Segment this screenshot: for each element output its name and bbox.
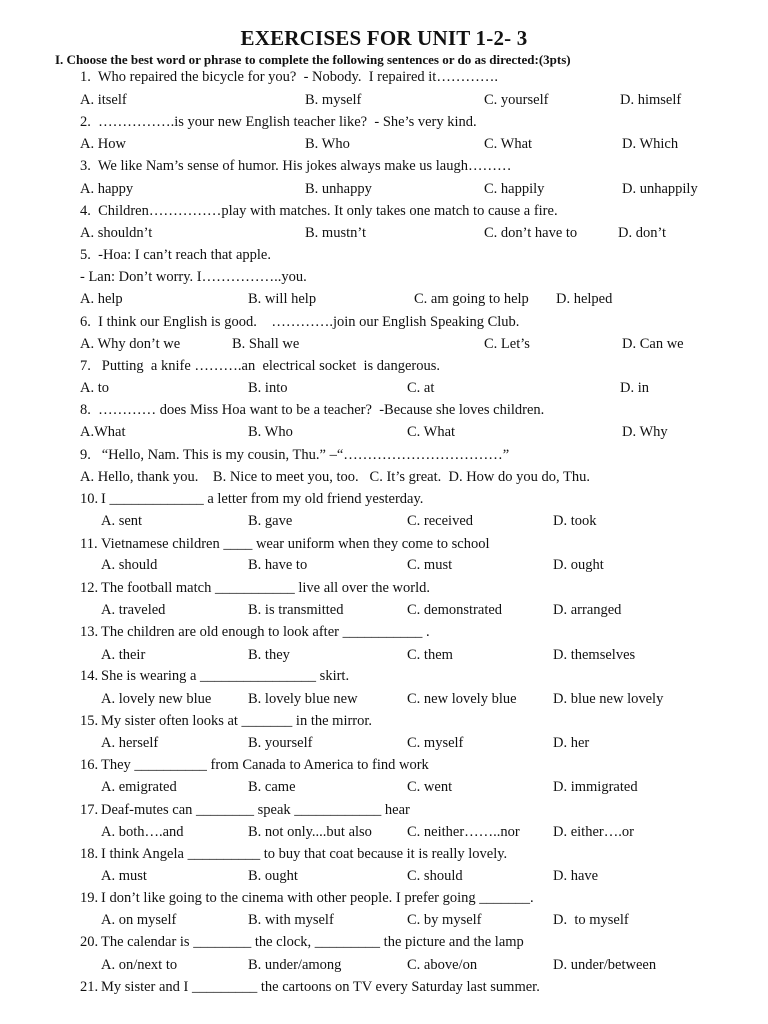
option-a: A. on myself — [101, 912, 177, 928]
option-c: C. went — [407, 779, 453, 795]
option-c: C. at — [407, 380, 435, 396]
option-a: A. herself — [101, 735, 159, 751]
option-a: A. lovely new blue — [101, 691, 212, 707]
option-a: A. sent — [101, 513, 143, 529]
option-d: D. helped — [556, 291, 613, 307]
option-a: A. both….and — [101, 824, 184, 840]
option-d: D. himself — [620, 92, 682, 108]
option-a: A. Why don’t we — [80, 336, 181, 352]
option-c: C. yourself — [484, 92, 549, 108]
page-title: EXERCISES FOR UNIT 1-2- 3 — [240, 26, 528, 50]
question-stem: She is wearing a ________________ skirt. — [101, 668, 350, 684]
option-b: B. will help — [248, 291, 317, 307]
option-a: A. How — [80, 136, 126, 152]
question-number: 11. — [80, 536, 98, 552]
option-d: D. arranged — [553, 602, 622, 618]
option-c: C. by myself — [407, 912, 482, 928]
option-d: D. under/between — [553, 957, 657, 973]
option-d: D. ought — [553, 557, 604, 573]
option-c: C. above/on — [407, 957, 478, 973]
option-a: A. their — [101, 647, 146, 663]
option-a: A. to — [80, 380, 109, 396]
question-number: 19. — [80, 890, 99, 906]
option-a: A. emigrated — [101, 779, 177, 795]
question-stem-line2: - Lan: Don’t worry. I……………..you. — [80, 269, 307, 285]
option-b: B. with myself — [248, 912, 334, 928]
option-b: B. have to — [248, 557, 308, 573]
question-number: 12. — [80, 580, 99, 596]
option-a: A. shouldn’t — [80, 225, 153, 241]
option-c: C. must — [407, 557, 453, 573]
option-b: B. into — [248, 380, 288, 396]
option-c: C. new lovely blue — [407, 691, 517, 707]
question-number: 16. — [80, 757, 99, 773]
option-c: C. am going to help — [414, 291, 529, 307]
option-d: D. have — [553, 868, 599, 884]
option-d: D. her — [553, 735, 590, 751]
question-stem: My sister often looks at _______ in the mirror. — [101, 713, 373, 729]
option-a: A. on/next to — [101, 957, 178, 973]
option-b: B. myself — [305, 92, 362, 108]
option-d: D. don’t — [618, 225, 667, 241]
option-c: C. demonstrated — [407, 602, 503, 618]
option-c: C. should — [407, 868, 463, 884]
question-stem: I don’t like going to the cinema with other people. I prefer going _______. — [101, 890, 534, 906]
instruction: I. Choose the best word or phrase to complete the following sentences or do as directed:(3pts) — [55, 52, 571, 67]
option-d: D. took — [553, 513, 597, 529]
option-b: B. unhappy — [305, 181, 372, 197]
option-a: A. help — [80, 291, 123, 307]
option-a: A. must — [101, 868, 147, 884]
question-number: 14. — [80, 668, 99, 684]
question-stem: 5. -Hoa: I can’t reach that apple. — [80, 247, 271, 263]
option-c: C. What — [484, 136, 533, 152]
question-stem: The calendar is ________ the clock, _________ the picture and the lamp — [101, 934, 524, 950]
option-d: D. Can we — [622, 336, 684, 352]
question-stem: 1. Who repaired the bicycle for you? - Nobody. I repaired it…………. — [80, 69, 498, 85]
question-stem: 7. Putting a knife ……….an electrical socket is dangerous. — [80, 358, 440, 374]
question-stem: 8. ………… does Miss Hoa want to be a teacher? -Because she loves children. — [80, 402, 545, 418]
option-a: A. traveled — [101, 602, 166, 618]
option-b: B. not only....but also — [248, 824, 372, 840]
option-c: C. them — [407, 647, 453, 663]
question-stem: They __________ from Canada to America to find work — [101, 757, 429, 773]
option-b: B. yourself — [248, 735, 313, 751]
option-c: C. don’t have to — [484, 225, 578, 241]
option-b: B. lovely blue new — [248, 691, 358, 707]
question-number: 20. — [80, 934, 99, 950]
question-stem: 6. I think our English is good. ………….join our English Speaking Club. — [80, 314, 520, 330]
option-b: B. gave — [248, 513, 293, 529]
option-d: D. to myself — [553, 912, 629, 928]
option-d: D. Which — [622, 136, 679, 152]
option-d: D. themselves — [553, 647, 636, 663]
option-b: B. under/among — [248, 957, 342, 973]
option-a: A. itself — [80, 92, 127, 108]
option-b: B. Shall we — [232, 336, 300, 352]
question-stem: The children are old enough to look after ___________ . — [101, 624, 430, 640]
question-number: 13. — [80, 624, 99, 640]
option-d: D. in — [620, 380, 649, 396]
question-number: 21. — [80, 979, 99, 995]
question-stem: 2. …………….is your new English teacher like? - She’s very kind. — [80, 114, 477, 130]
question-number: 10. — [80, 491, 99, 507]
option-a: A. happy — [80, 181, 134, 197]
option-c: C. received — [407, 513, 474, 529]
option-d: D. blue new lovely — [553, 691, 664, 707]
option-a: A. should — [101, 557, 158, 573]
question-stem: Deaf-mutes can ________ speak ____________ hear — [101, 802, 410, 818]
option-b: B. Who — [305, 136, 350, 152]
question-stem: I _____________ a letter from my old friend yesterday. — [101, 491, 424, 507]
option-b: B. is transmitted — [248, 602, 344, 618]
option-b: B. mustn’t — [305, 225, 366, 241]
option-b: B. Who — [248, 424, 293, 440]
option-b: B. ought — [248, 868, 298, 884]
option-a: A.What — [80, 424, 126, 440]
question-number: 18. — [80, 846, 99, 862]
option-d: D. Why — [622, 424, 668, 440]
question-stem: 4. Children……………play with matches. It only takes one match to cause a fire. — [80, 203, 558, 219]
option-c: C. Let’s — [484, 336, 530, 352]
question-stem: My sister and I _________ the cartoons on TV every Saturday last summer. — [101, 979, 540, 995]
question-stem: The football match ___________ live all over the world. — [101, 580, 430, 596]
option-c: C. myself — [407, 735, 464, 751]
option-d: D. either….or — [553, 824, 634, 840]
option-c: C. neither……..nor — [407, 824, 520, 840]
option-c: C. What — [407, 424, 456, 440]
option-d: D. immigrated — [553, 779, 638, 795]
option-d: D. unhappily — [622, 181, 698, 197]
question-number: 15. — [80, 713, 99, 729]
question-stem: Vietnamese children ____ wear uniform when they come to school — [101, 536, 490, 552]
option-c: C. happily — [484, 181, 545, 197]
question-stem: 9. “Hello, Nam. This is my cousin, Thu.” –“……………………………” — [80, 447, 510, 463]
question-number: 17. — [80, 802, 99, 818]
options-row: A. Hello, thank you. B. Nice to meet you, too. C. It’s great. D. How do you do, Thu. — [80, 469, 590, 485]
question-stem: 3. We like Nam’s sense of humor. His jokes always make us laugh……… — [80, 158, 512, 174]
option-b: B. they — [248, 647, 290, 663]
option-b: B. came — [248, 779, 296, 795]
question-stem: I think Angela __________ to buy that coat because it is really lovely. — [101, 846, 508, 862]
